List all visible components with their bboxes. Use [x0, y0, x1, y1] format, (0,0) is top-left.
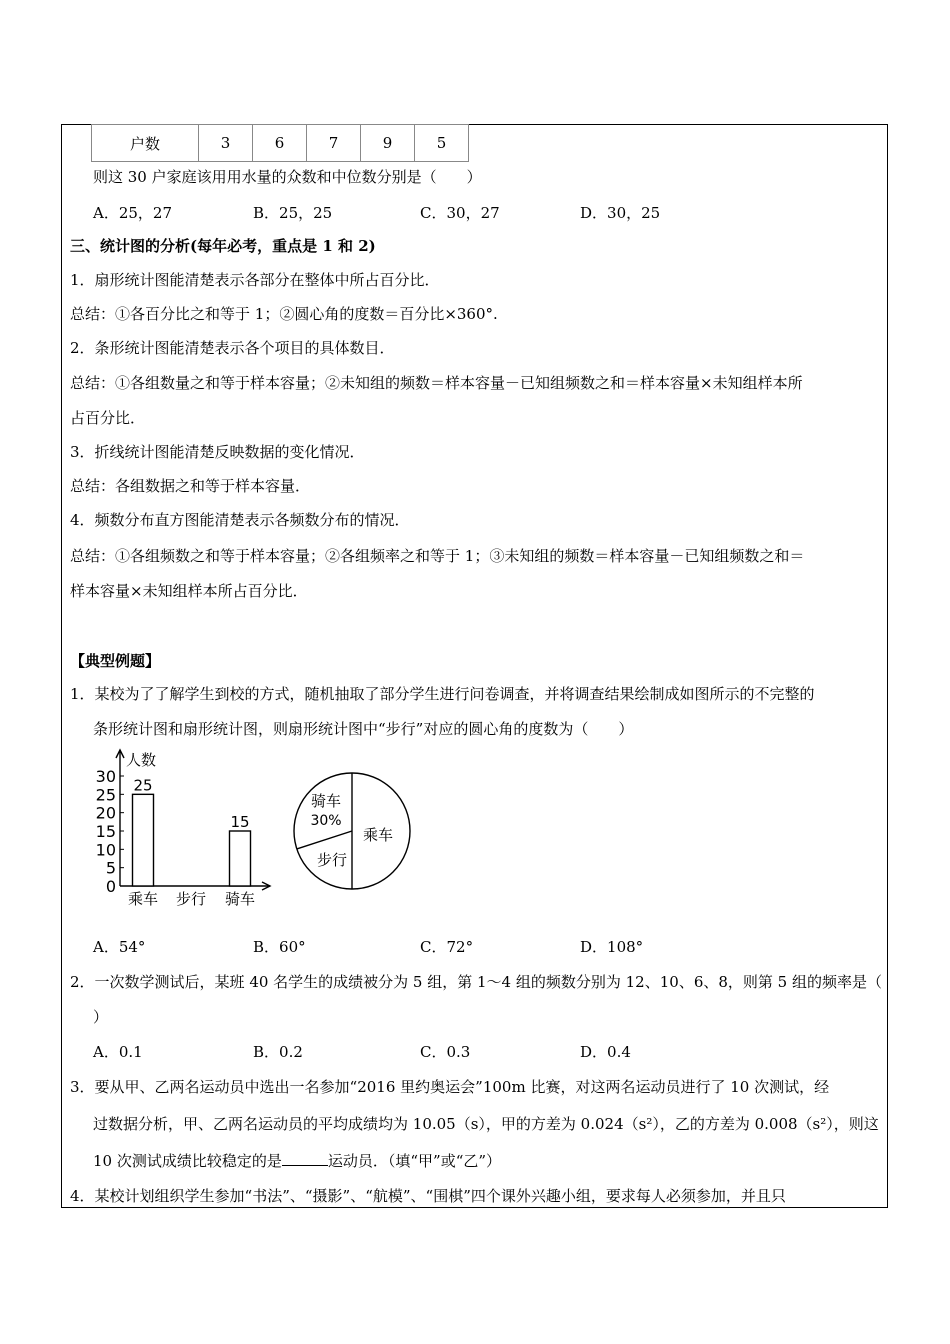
option-a: A．25，27: [93, 204, 173, 222]
summary-4-line2: 样本容量×未知组样本所占百分比．: [70, 582, 308, 600]
x-tick-label: 骑车: [224, 890, 256, 908]
pie-label-walk: 步行: [316, 851, 348, 869]
summary-3: 总结：各组数据之和等于样本容量．: [70, 477, 311, 495]
question-1-line2: 条形统计图和扇形统计图，则扇形统计图中“步行”对应的圆心角的度数为（ ）: [93, 720, 634, 738]
y-axis-label: 人数: [126, 751, 157, 769]
question-3-line2: 过数据分析，甲、乙两名运动员的平均成绩均为 10.05（s），甲的方差为 0.024（s²），乙的方差为 0.008（s²），则这: [93, 1115, 879, 1133]
summary-1: 总结：①各百分比之和等于 1；②圆心角的度数＝百分比×360°.: [70, 305, 498, 323]
y-tick-label: 0: [105, 877, 116, 896]
examples-heading: 【典型例题】: [70, 652, 161, 670]
table-cell: 5: [415, 125, 469, 162]
q1-option-b: B．60°: [253, 938, 306, 956]
y-tick-label: 15: [95, 822, 116, 841]
bar-data-label: 15: [230, 813, 250, 831]
summary-2-line2: 占百分比．: [70, 409, 146, 427]
summary-4-line1: 总结：①各组频数之和等于样本容量；②各组频率之和等于 1；③未知组的频数＝样本容量－已知组频数之和＝: [70, 547, 805, 565]
option-c: C．30，27: [420, 204, 500, 222]
q1-option-a: A．54°: [93, 938, 146, 956]
table-cell: 7: [307, 125, 361, 162]
question-3-line1: 3．要从甲、乙两名运动员中选出一名参加“2016 里约奥运会”100m 比赛，对这两名运动员进行了 10 次测试，经: [70, 1078, 830, 1096]
bar: [133, 794, 154, 886]
question-2-line1: 2．一次数学测试后，某班 40 名学生的成绩被分为 5 组，第 1～4 组的频数分别为 12、10、6、8，则第 5 组的频率是（: [70, 973, 882, 991]
summary-2-line1: 总结：①各组数量之和等于样本容量；②未知组的频数＝样本容量－已知组频数之和＝样本容量×未知组样本所: [70, 374, 803, 392]
option-d: D．30，25: [580, 204, 661, 222]
answer-blank[interactable]: [282, 1151, 328, 1166]
q2-option-d: D．0.4: [580, 1043, 631, 1061]
section-title: 三、统计图的分析(每年必考，重点是 1 和 2): [70, 237, 376, 255]
question-2-line2: ）: [93, 1008, 109, 1026]
table-cell: 3: [199, 125, 253, 162]
question-3-line3: [93, 1151, 501, 1171]
y-tick-label: 30: [95, 767, 116, 786]
y-tick-label: 25: [95, 785, 116, 805]
q3-text-after-blank: 运动员．（填“甲”或“乙”）: [327, 1152, 502, 1170]
y-tick-label: 10: [95, 840, 116, 860]
q2-option-a: A．0.1: [93, 1043, 143, 1061]
y-tick-label: 20: [95, 803, 116, 823]
q2-option-c: C．0.3: [420, 1043, 471, 1061]
data-table: [91, 124, 469, 162]
point-3: 3．折线统计图能清楚反映数据的变化情况．: [70, 443, 365, 461]
pie-label-bus: 乘车: [362, 826, 394, 844]
bar-chart: [88, 745, 278, 910]
pie-chart: [290, 770, 415, 895]
q2-option-b: B．0.2: [253, 1043, 303, 1061]
table-cell: 6: [253, 125, 307, 162]
option-b: B．25，25: [253, 204, 333, 222]
y-tick-label: 5: [105, 858, 116, 878]
table-cell: 9: [361, 125, 415, 162]
point-4: 4．频数分布直方图能清楚表示各频数分布的情况．: [70, 511, 410, 529]
table-header-cell: 户数: [92, 125, 199, 162]
point-1: 1．扇形统计图能清楚表示各部分在整体中所占百分比．: [70, 271, 440, 289]
question-1-line1: 1．某校为了了解学生到校的方式，随机抽取了部分学生进行问卷调查，并将调查结果绘制成如图所示的不完整的: [70, 685, 815, 703]
bar-data-label: 25: [133, 776, 153, 795]
pie-percent-bike: 30%: [310, 813, 342, 829]
x-tick-label: 乘车: [127, 890, 159, 908]
point-2: 2．条形统计图能清楚表示各个项目的具体数目．: [70, 339, 395, 357]
bar: [230, 831, 251, 886]
q1-option-c: C．72°: [420, 938, 474, 956]
q3-text-before-blank: 10 次测试成绩比较稳定的是: [93, 1152, 282, 1170]
q1-option-d: D．108°: [580, 938, 644, 956]
pie-label-bike: 骑车: [310, 792, 342, 810]
question-4-line1: 4．某校计划组织学生参加“书法”、“摄影”、“航模”、“围棋”四个课外兴趣小组，要求每人必须参加，并且只: [70, 1187, 786, 1205]
question-stem: 则这 30 户家庭该用用水量的众数和中位数分别是（ ）: [93, 168, 482, 186]
x-tick-label: 步行: [175, 890, 207, 908]
